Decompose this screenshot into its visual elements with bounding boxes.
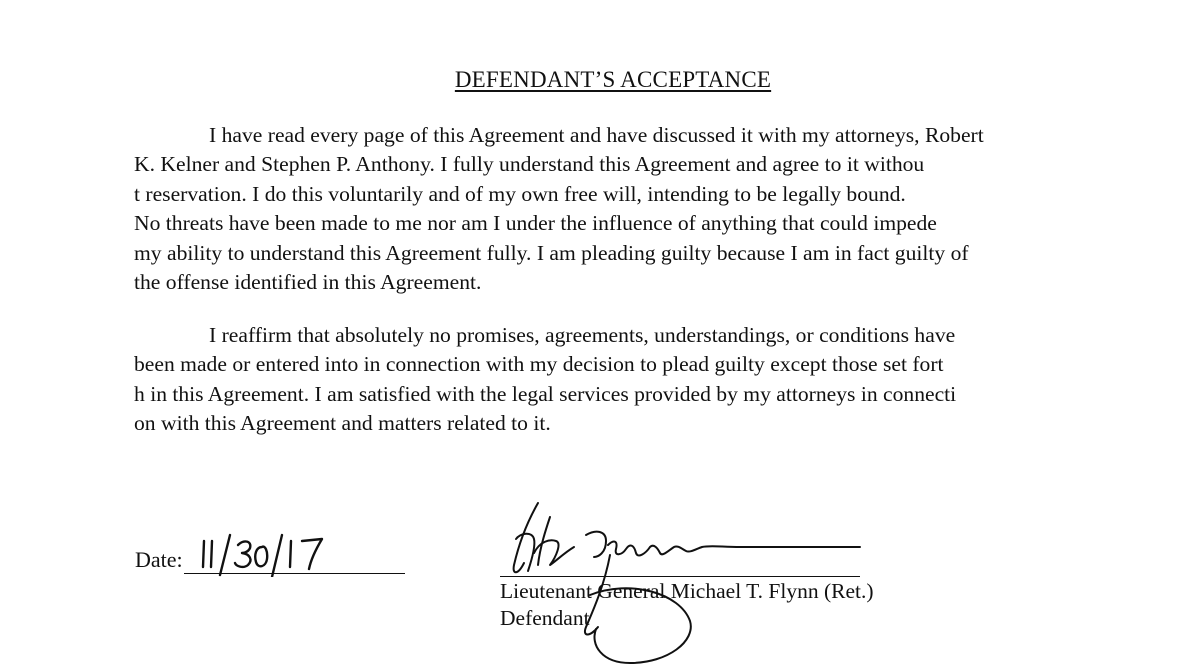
acceptance-paragraph-1	[134, 121, 1092, 297]
paragraph-1-line: No threats have been made to me nor am I under the influence of anything that could impede	[134, 211, 937, 236]
handwritten-date	[198, 533, 338, 577]
paragraph-2-line: h in this Agreement. I am satisfied with the legal services provided by my attorneys in connecti	[134, 381, 957, 406]
paragraph-2-text	[134, 321, 1092, 439]
paragraph-1-line: K. Kelner and Stephen P. Anthony. I fully understand this Agreement and agree to it withou	[134, 152, 925, 177]
paragraph-1-text	[134, 121, 1092, 297]
paragraph-1-line: I have read every page of this Agreement and have discussed it with my attorneys, Robert	[209, 123, 984, 147]
date-line	[184, 573, 405, 574]
signer-role: Defendant	[500, 606, 590, 630]
page-title: DEFENDANT’S ACCEPTANCE	[454, 67, 772, 92]
paragraph-2-line: on with this Agreement and matters related to it.	[134, 411, 551, 436]
paragraph-2-line: I reaffirm that absolutely no promises, agreements, understandings, or conditions have	[209, 323, 956, 347]
date-label: Date:	[135, 547, 183, 572]
paragraph-1-line: my ability to understand this Agreement fully. I am pleading guilty because I am in fact guilty of	[134, 240, 969, 265]
signer-name: Lieutenant General Michael T. Flynn (Ret.)	[500, 579, 874, 603]
paragraph-1-line: t reservation. I do this voluntarily and of my own free will, intending to be legally bound.	[134, 181, 906, 206]
paragraph-2-line: been made or entered into in connection with my decision to plead guilty except those set fort	[134, 352, 944, 377]
signature-line	[500, 576, 860, 577]
acceptance-paragraph-2	[134, 321, 1092, 439]
paragraph-1-line: the offense identified in this Agreement.	[134, 270, 482, 295]
